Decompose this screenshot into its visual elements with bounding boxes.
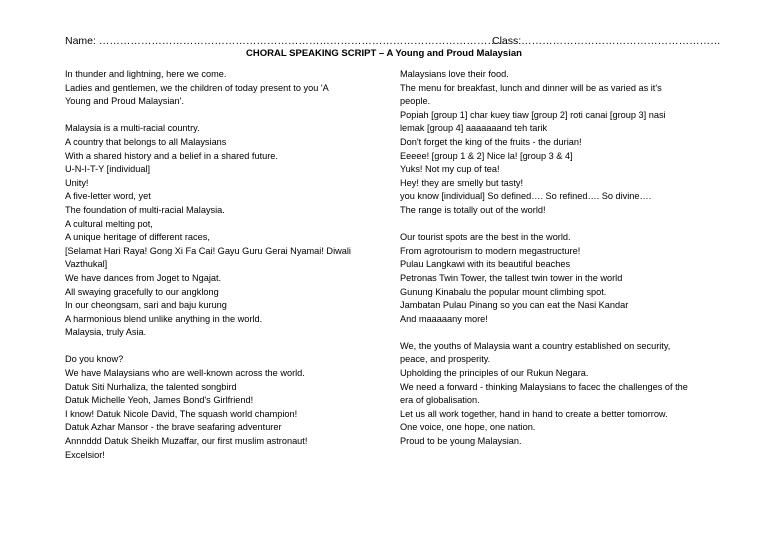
script-line: Datuk Siti Nurhaliza, the talented songbird: [65, 381, 237, 392]
header-line: [65, 34, 721, 48]
left-column: [65, 68, 385, 476]
script-paragraph: [400, 231, 715, 326]
script-line: I know! Datuk Nicole David, The squash world champion!: [65, 408, 298, 419]
script-line: peace, and prosperity.: [400, 354, 491, 365]
script-line: All swaying gracefully to our angklong: [65, 286, 219, 297]
script-line: Pulau Langkawi with its beautiful beaches: [400, 259, 571, 270]
script-line: One voice, one hope, one nation.: [400, 422, 536, 433]
script-line: Popiah [group 1] char kuey tiaw [group 2] roti canai [group 3] nasi: [400, 109, 666, 120]
script-line: Young and Proud Malaysian'.: [65, 96, 184, 107]
script-line: Petronas Twin Tower, the tallest twin tower in the world: [400, 272, 623, 283]
script-line: We need a forward - thinking Malaysians to facec the challenges of the: [400, 381, 688, 392]
script-line: We have Malaysians who are well-known across the world.: [65, 368, 305, 379]
script-line: Our tourist spots are the best in the world.: [400, 232, 571, 243]
script-line: Eeeee! [group 1 & 2] Nice la! [group 3 & 4]: [400, 150, 573, 161]
script-line: With a shared history and a belief in a shared future.: [65, 150, 278, 161]
script-line: Don't forget the king of the fruits - the durian!: [400, 136, 582, 147]
script-line: Malaysia, truly Asia.: [65, 327, 147, 338]
script-line: The foundation of multi-racial Malaysia.: [65, 204, 225, 215]
script-paragraph: [65, 353, 385, 462]
script-line: A cultural melting pot,: [65, 218, 153, 229]
script-line: Proud to be young Malaysian.: [400, 436, 522, 447]
script-paragraph: [400, 340, 715, 449]
script-line: Yuks! Not my cup of tea!: [400, 164, 500, 175]
script-line: people.: [400, 96, 431, 107]
script-line: A harmonious blend unlike anything in the world.: [65, 313, 263, 324]
name-field-label: Name: ………………………………………………………………………………………………………: [65, 35, 509, 47]
script-paragraph: [65, 68, 385, 109]
script-line: Hey! they are smelly but tasty!: [400, 177, 524, 188]
script-line: In thunder and lightning, here we come.: [65, 69, 227, 79]
script-line: In our cheongsam, sari and baju kurung: [65, 300, 227, 311]
script-line: Jambatan Pulau Pinang so you can eat the Nasi Kandar: [400, 300, 629, 311]
script-line: Gunung Kinabalu the popular mount climbing spot.: [400, 286, 607, 297]
right-column: [400, 68, 715, 462]
script-line: Do you know?: [65, 354, 124, 365]
script-line: Ladies and gentlemen, we the children of today present to you 'A: [65, 82, 329, 93]
script-line: A country that belongs to all Malaysians: [65, 136, 227, 147]
script-line: era of globalisation.: [400, 395, 480, 406]
script-line: lemak [group 4] aaaaaaand teh tarik: [400, 123, 548, 134]
script-line: [Selamat Hari Raya! Gong Xi Fa Cai! Gayu Guru Gerai Nyamai! Diwali: [65, 245, 351, 256]
script-line: Upholding the principles of our Rukun Negara.: [400, 368, 589, 379]
script-line: Datuk Azhar Mansor - the brave seafaring adventurer: [65, 422, 282, 433]
script-paragraph: [65, 122, 385, 340]
script-line: The range is totally out of the world!: [400, 204, 546, 215]
script-line: We, the youths of Malaysia want a country established on security,: [400, 340, 671, 351]
script-line: Excelsior!: [65, 449, 105, 460]
script-line: A unique heritage of different races,: [65, 232, 210, 243]
script-line: Malaysia is a multi-racial country.: [65, 123, 200, 134]
script-line: From agrotourism to modern megastructure!: [400, 245, 581, 256]
script-line: U-N-I-T-Y [individual]: [65, 164, 151, 175]
script-line: And maaaaany more!: [400, 313, 488, 324]
script-line: Vazthukal]: [65, 259, 108, 270]
script-line: Malaysians love their food.: [400, 69, 509, 79]
script-line: The menu for breakfast, lunch and dinner will be as varied as it's: [400, 82, 662, 93]
script-title: CHORAL SPEAKING SCRIPT – A Young and Proud Malaysian: [246, 48, 522, 59]
script-paragraph: [400, 68, 715, 218]
script-line: Unity!: [65, 177, 89, 188]
script-line: Annnddd Datuk Sheikh Muzaffar, our first muslim astronaut!: [65, 436, 308, 447]
script-line: We have dances from Joget to Ngajat.: [65, 272, 222, 283]
script-line: A five-letter word, yet: [65, 191, 151, 202]
class-field-label: Class:…………………………………………………: [492, 35, 721, 47]
script-line: Let us all work together, hand in hand to create a better tomorrow.: [400, 408, 668, 419]
script-line: Datuk Michelle Yeoh, James Bond's Girlfriend!: [65, 395, 254, 406]
script-line: you know [individual] So defined…. So refined…. So divine….: [400, 191, 652, 202]
